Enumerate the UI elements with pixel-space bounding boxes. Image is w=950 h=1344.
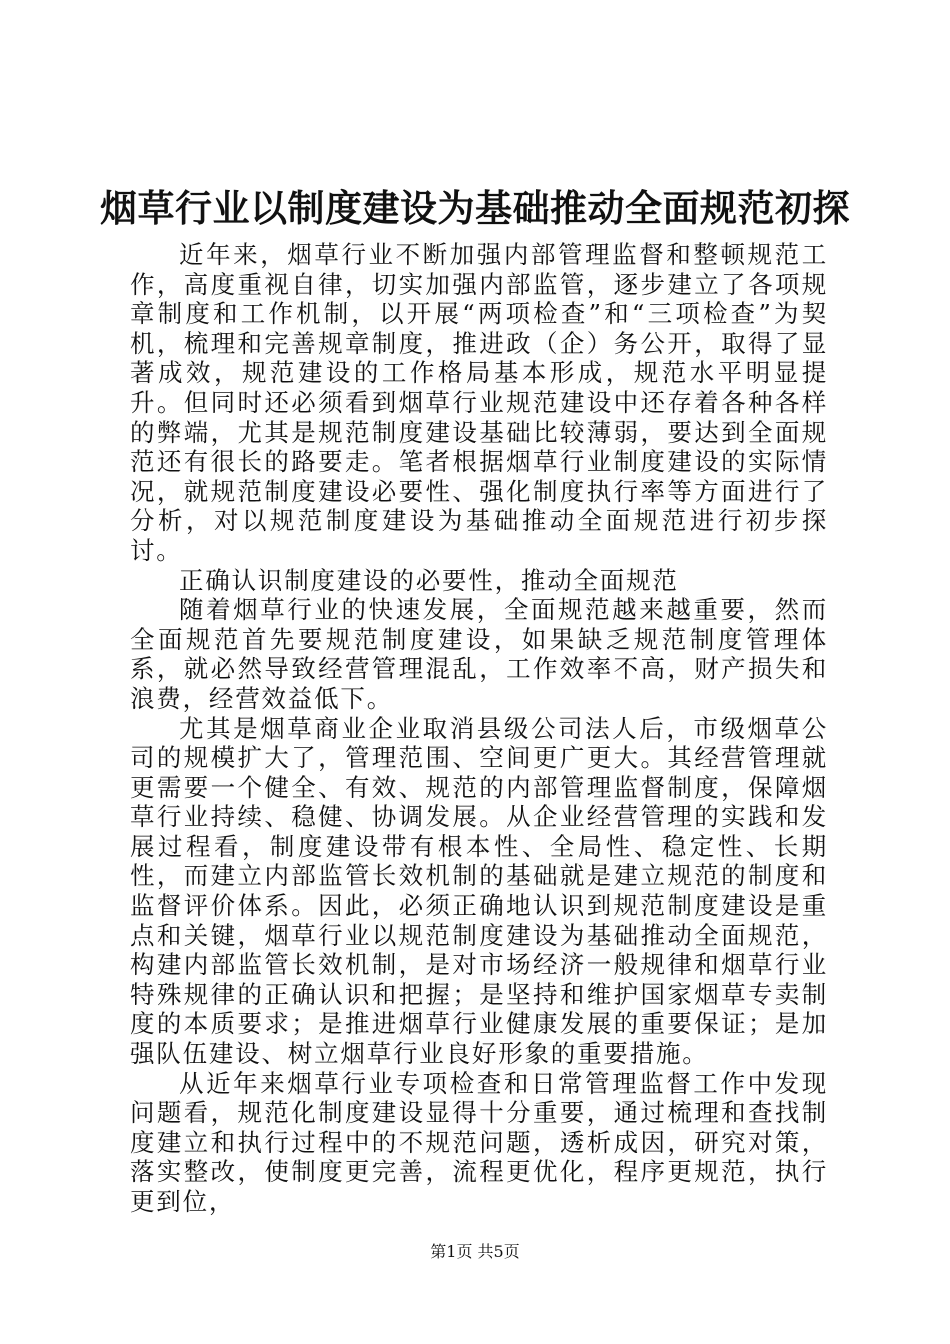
section-heading: 正确认识制度建设的必要性，推动全面规范 [179,565,679,595]
paragraph-intro: 近年来，烟草行业不断加强内部管理监督和整顿规范工作，高度重视自律，切实加强内部监管，逐步建立了各项规章制度和工作机制，以开展“两项检查”和“三项检查”为契机，梳理和完善规章制度，推进政（企）务公开，取得了显著成效，规范建设的工作格局基本形成，规范水平明显提升。但同时还必须看到烟草行业规范建设中还存着各种各样的弊端，尤其是规范制度建设基础比较薄弱，要达到全面规范还有很长的路要走。笔者根据烟草行业制度建设的实际情况，就规范制度建设必要性、强化制度执行率等方面进行了分析，对以规范制度建设为基础推动全面规范进行初步探讨。 [130,240,828,565]
document-body [130,240,828,1217]
page-number-footer: 第1页 共5页 [430,1242,520,1261]
paragraph-development: 随着烟草行业的快速发展，全面规范越来越重要，然而全面规范首先要规范制度建设，如果缺乏规范制度管理体系，就必然导致经营管理混乱，工作效率不高，财产损失和浪费，经营效益低下。 [130,595,828,713]
paragraph-reform: 尤其是烟草商业企业取消县级公司法人后，市级烟草公司的规模扩大了，管理范围、空间更广更大。其经营管理就更需要一个健全、有效、规范的内部管理监督制度，保障烟草行业持续、稳健、协调发展。从企业经营管理的实践和发展过程看，制度建设带有根本性、全局性、稳定性、长期性，而建立内部监管长效机制的基础就是建立规范的制度和监督评价体系。因此，必须正确地认识到规范制度建设是重点和关键，烟草行业以规范制度建设为基础推动全面规范，构建内部监管长效机制，是对市场经济一般规律和烟草行业特殊规律的正确认识和把握；是坚持和维护国家烟草专卖制度的本质要求；是推进烟草行业健康发展的重要保证；是加强队伍建设、树立烟草行业良好形象的重要措施。 [130,713,828,1069]
document-title: 烟草行业以制度建设为基础推动全面规范初探 [100,186,850,230]
paragraph-inspection: 从近年来烟草行业专项检查和日常管理监督工作中发现问题看，规范化制度建设显得十分重要，通过梳理和查找制度建立和执行过程中的不规范问题，透析成因，研究对策，落实整改，使制度更完善，流程更优化，程序更规范，执行更到位， [130,1068,828,1216]
